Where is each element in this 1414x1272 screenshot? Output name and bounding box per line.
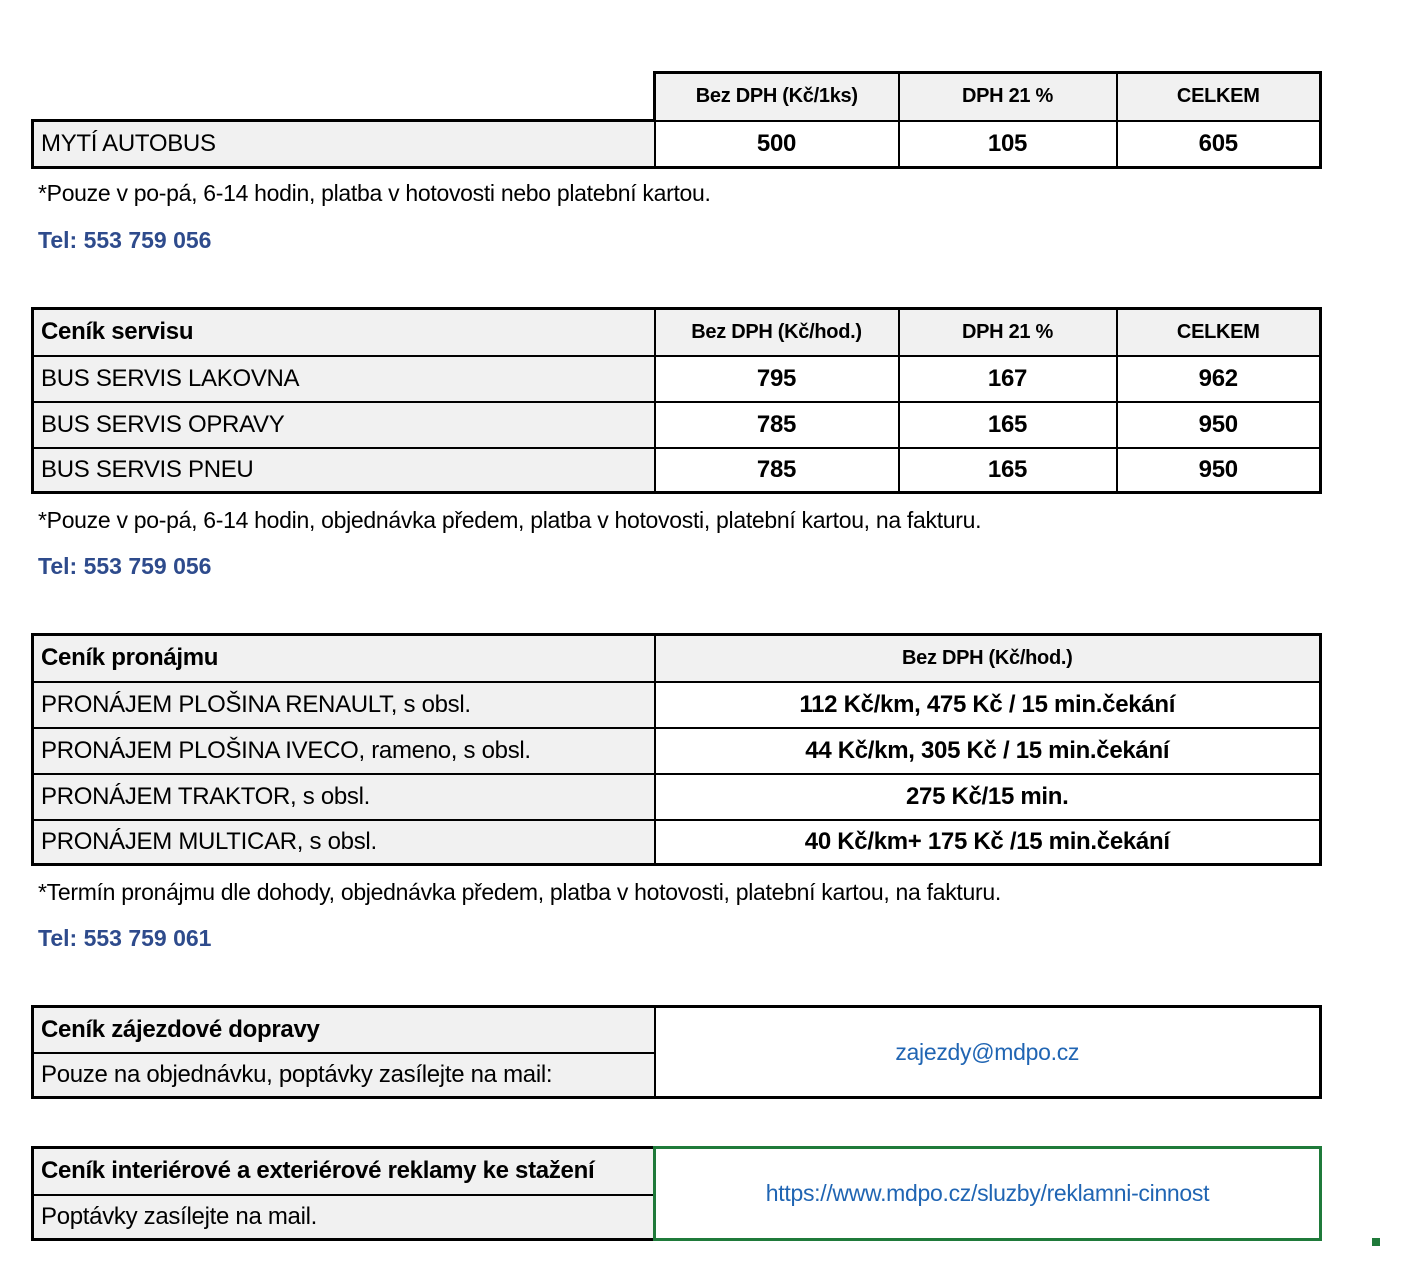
table-row (33, 402, 1321, 448)
advertising-title: Ceník interiérové a exteriérové reklamy ke stažení (33, 1148, 655, 1195)
header-bez-dph: Bez DPH (Kč/hod.) (655, 309, 899, 356)
advertising-price-table (31, 1146, 1322, 1241)
row-price: 275 Kč/15 min. (655, 774, 1321, 820)
advertising-url-cell[interactable]: https://www.mdpo.cz/sluzby/reklamni-cinnost (655, 1148, 1321, 1240)
table-row (33, 356, 1321, 402)
row-dph: 105 (899, 121, 1117, 168)
header-celkem: CELKEM (1117, 309, 1321, 356)
table-row (33, 774, 1321, 820)
rental-price-table (31, 633, 1322, 866)
row-dph: 167 (899, 356, 1117, 402)
row-dph: 165 (899, 448, 1117, 493)
row-label: BUS SERVIS LAKOVNA (33, 356, 655, 402)
table-row (33, 121, 1321, 168)
rental-note: *Termín pronájmu dle dohody, objednávka předem, platba v hotovosti, platební kartou, na fakturu. (38, 879, 1001, 905)
row-dph: 165 (899, 402, 1117, 448)
service-note: *Pouze v po-pá, 6-14 hodin, objednávka předem, platba v hotovosti, platební kartou, na fakturu. (38, 507, 982, 533)
advertising-text: Poptávky zasílejte na mail. (33, 1195, 655, 1240)
rental-title: Ceník pronájmu (33, 635, 655, 682)
empty-cell (33, 73, 655, 121)
row-label: PRONÁJEM MULTICAR, s obsl. (33, 820, 655, 865)
table-row (33, 448, 1321, 493)
table-row (33, 728, 1321, 774)
row-label: MYTÍ AUTOBUS (33, 121, 655, 168)
row-price: 44 Kč/km, 305 Kč / 15 min.čekání (655, 728, 1321, 774)
tour-title: Ceník zájezdové dopravy (33, 1007, 655, 1053)
table-row (33, 820, 1321, 865)
header-bez-dph: Bez DPH (Kč/hod.) (655, 635, 1321, 682)
selection-fill-handle[interactable] (1372, 1238, 1380, 1246)
service-tel: Tel: 553 759 056 (38, 553, 212, 579)
row-label: PRONÁJEM PLOŠINA RENAULT, s obsl. (33, 682, 655, 728)
row-celkem: 962 (1117, 356, 1321, 402)
row-celkem: 950 (1117, 448, 1321, 493)
table-row (33, 682, 1321, 728)
wash-note: *Pouze v po-pá, 6-14 hodin, platba v hotovosti nebo platební kartou. (38, 180, 711, 206)
row-bez-dph: 785 (655, 448, 899, 493)
row-label: PRONÁJEM TRAKTOR, s obsl. (33, 774, 655, 820)
row-bez-dph: 500 (655, 121, 899, 168)
tour-text: Pouze na objednávku, poptávky zasílejte na mail: (33, 1053, 655, 1098)
header-celkem: CELKEM (1117, 73, 1321, 121)
row-price: 112 Kč/km, 475 Kč / 15 min.čekání (655, 682, 1321, 728)
row-celkem: 950 (1117, 402, 1321, 448)
tour-price-table (31, 1005, 1322, 1099)
rental-tel: Tel: 553 759 061 (38, 925, 212, 951)
header-bez-dph: Bez DPH (Kč/1ks) (655, 73, 899, 121)
wash-price-table (31, 71, 1322, 169)
row-bez-dph: 795 (655, 356, 899, 402)
row-celkem: 605 (1117, 121, 1321, 168)
header-dph: DPH 21 % (899, 309, 1117, 356)
row-bez-dph: 785 (655, 402, 899, 448)
tour-email-link[interactable]: zajezdy@mdpo.cz (655, 1007, 1321, 1098)
service-price-table (31, 307, 1322, 494)
row-label: BUS SERVIS OPRAVY (33, 402, 655, 448)
row-label: BUS SERVIS PNEU (33, 448, 655, 493)
header-dph: DPH 21 % (899, 73, 1117, 121)
service-title: Ceník servisu (33, 309, 655, 356)
wash-tel: Tel: 553 759 056 (38, 227, 212, 253)
row-label: PRONÁJEM PLOŠINA IVECO, rameno, s obsl. (33, 728, 655, 774)
row-price: 40 Kč/km+ 175 Kč /15 min.čekání (655, 820, 1321, 865)
